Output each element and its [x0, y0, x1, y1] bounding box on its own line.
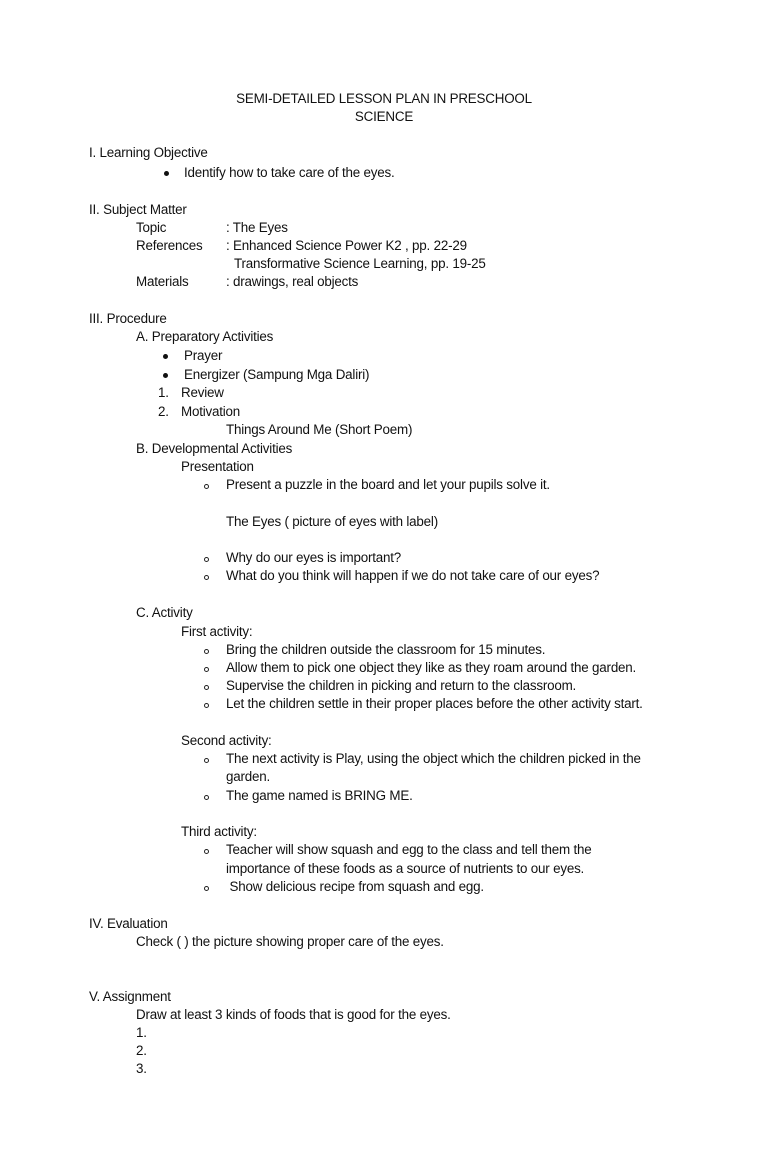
references-label: References: [136, 238, 203, 253]
second-activity-item-continued: garden.: [226, 769, 271, 784]
second-activity-item: The game named is BRING ME.: [226, 788, 413, 803]
topic-label: Topic: [136, 220, 167, 235]
circle-bullet-icon: [204, 685, 209, 690]
third-activity-item-continued: importance of these foods as a source of nutrients to our eyes.: [226, 861, 585, 876]
circle-bullet-icon: [204, 575, 209, 580]
presentation-item: What do you think will happen if we do not take care of our eyes?: [226, 568, 600, 583]
bullet-icon: [163, 373, 168, 378]
third-activity-item: Show delicious recipe from squash and egg.: [226, 879, 484, 894]
page-title-line-2: SCIENCE: [354, 109, 414, 124]
circle-bullet-icon: [204, 649, 209, 654]
first-activity-item: Allow them to pick one object they like as they roam around the garden.: [226, 660, 637, 675]
presentation-item: Why do our eyes is important?: [226, 550, 402, 565]
activity-heading: C. Activity: [136, 605, 193, 620]
preparatory-item: Motivation: [181, 404, 241, 419]
bullet-icon: [163, 354, 168, 359]
references-value-2: Transformative Science Learning, pp. 19-25: [234, 256, 486, 271]
third-activity-label: Third activity:: [181, 824, 257, 839]
second-activity-label: Second activity:: [181, 733, 272, 748]
circle-bullet-icon: [204, 849, 209, 854]
preparatory-item: Prayer: [184, 348, 223, 363]
first-activity-label: First activity:: [181, 624, 253, 639]
assignment-heading: V. Assignment: [89, 989, 171, 1004]
procedure-heading: III. Procedure: [89, 311, 167, 326]
bullet-icon: [164, 171, 169, 176]
circle-bullet-icon: [204, 795, 209, 800]
materials-label: Materials: [136, 274, 189, 289]
assignment-text: Draw at least 3 kinds of foods that is good for the eyes.: [136, 1007, 451, 1022]
topic-value: : The Eyes: [226, 220, 288, 235]
second-activity-item: The next activity is Play, using the object which the children picked in the: [226, 751, 641, 766]
developmental-heading: B. Developmental Activities: [136, 441, 293, 456]
circle-bullet-icon: [204, 886, 209, 891]
presentation-item: Present a puzzle in the board and let your pupils solve it.: [226, 477, 550, 492]
list-number: 1.: [158, 385, 169, 400]
list-number: 2.: [158, 404, 169, 419]
circle-bullet-icon: [204, 758, 209, 763]
third-activity-item: Teacher will show squash and egg to the class and tell them the: [226, 842, 592, 857]
assignment-number: 3.: [136, 1061, 147, 1076]
subject-heading: II. Subject Matter: [89, 202, 187, 217]
preparatory-item: Review: [181, 385, 224, 400]
assignment-number: 1.: [136, 1025, 147, 1040]
first-activity-item: Bring the children outside the classroom for 15 minutes.: [226, 642, 546, 657]
first-activity-item: Let the children settle in their proper places before the other activity start.: [226, 696, 643, 711]
motivation-detail: Things Around Me (Short Poem): [226, 422, 413, 437]
assignment-number: 2.: [136, 1043, 147, 1058]
evaluation-heading: IV. Evaluation: [89, 916, 168, 931]
circle-bullet-icon: [204, 484, 209, 489]
presentation-label: Presentation: [181, 459, 254, 474]
evaluation-text: Check ( ) the picture showing proper care of the eyes.: [136, 934, 444, 949]
preparatory-heading: A. Preparatory Activities: [136, 329, 274, 344]
objective-heading: I. Learning Objective: [89, 145, 208, 160]
preparatory-item: Energizer (Sampung Mga Daliri): [184, 367, 370, 382]
circle-bullet-icon: [204, 557, 209, 562]
presentation-item: The Eyes ( picture of eyes with label): [226, 514, 438, 529]
circle-bullet-icon: [204, 703, 209, 708]
objective-item: Identify how to take care of the eyes.: [184, 165, 395, 180]
references-value-1: : Enhanced Science Power K2 , pp. 22-29: [226, 238, 467, 253]
materials-value: : drawings, real objects: [226, 274, 359, 289]
page-title-line-1: SEMI-DETAILED LESSON PLAN IN PRESCHOOL: [236, 91, 532, 106]
first-activity-item: Supervise the children in picking and return to the classroom.: [226, 678, 577, 693]
circle-bullet-icon: [204, 667, 209, 672]
